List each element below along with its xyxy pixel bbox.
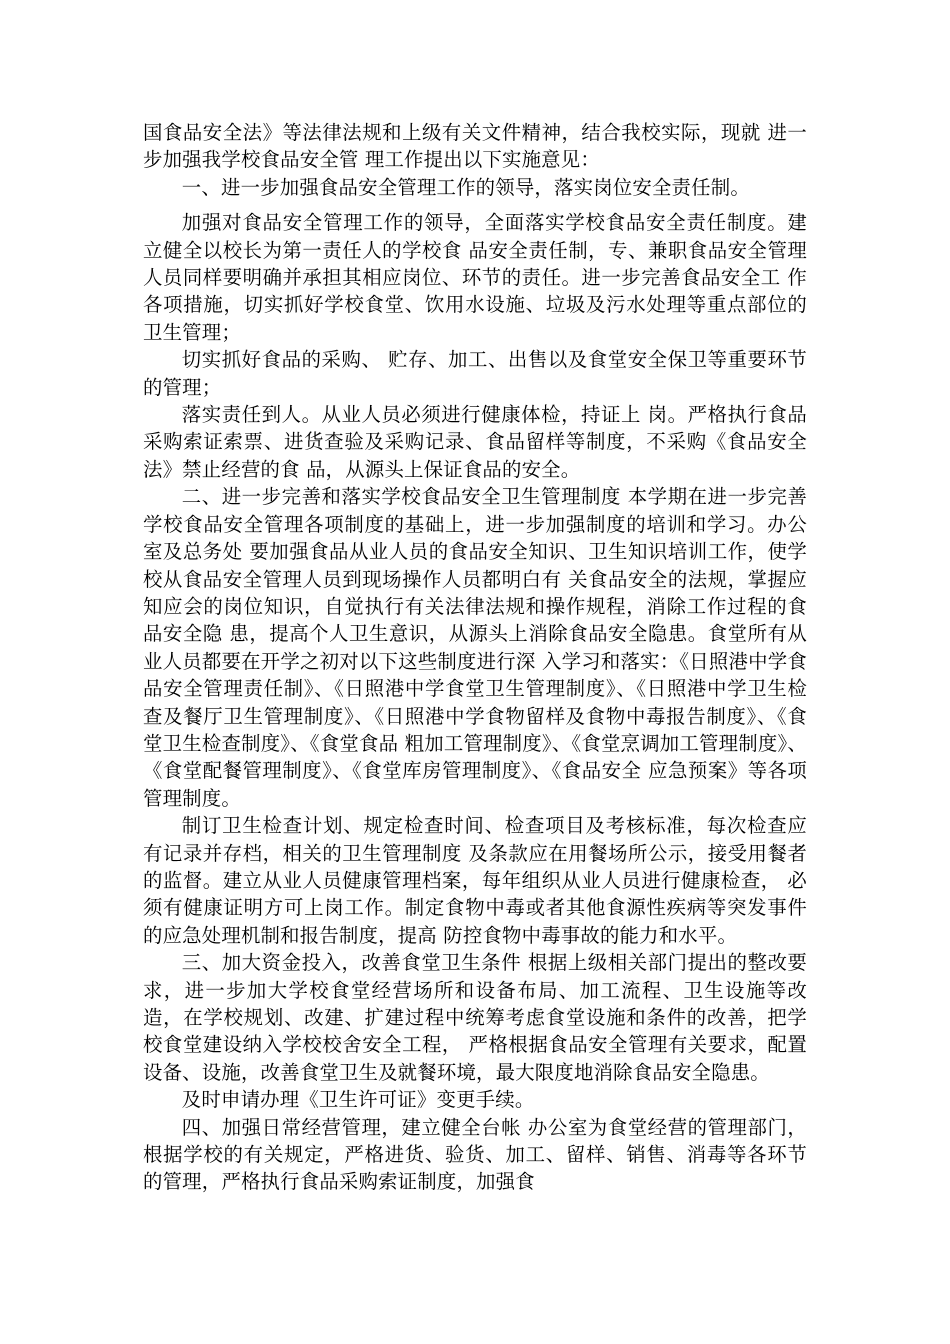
paragraph-responsibility: 落实责任到人。从业人员必须进行健康体检，持证上 岗。严格执行食品采购索证索票、进货查验及采购记录、食品留样等制度，不采购《食品安全法》禁止经营的食 品，从源头上保证食品的安全。 bbox=[143, 403, 807, 481]
section-heading-two: 二、进一步完善和落实学校食品安全卫生管理制度 本学期在进一步完善学校食品安全管理各项制度的基础上，进一步加强制度的培训和学习。办公室及总务处 要加强食品从业人员的食品安全知识、卫生知识培训工作，使学校从食品安全管理人员到现场操作人员都明白有 关食品安全的法规，掌握应知应会的岗位知识，自觉执行有关法律法规和操作规程，消除工作过程的食品安全隐 患，提高个人卫生意识，从源头上消除食品安全隐患。食堂所有从业人员都要在开学之初对以下这些制度进行深 入学习和落实：《日照港中学食品安全管理责任制》、《日照港中学食堂卫生管理制度》、《日照港中学卫生检 查及餐厅卫生管理制度》、《日照港中学食物留样及食物中毒报告制度》、《食堂卫生检查制度》、《食堂食品 粗加工管理制度》、《食堂烹调加工管理制度》、《食堂配餐管理制度》、《食堂库房管理制度》、《食品安全 应急预案》等各项管理制度。 bbox=[143, 485, 807, 810]
document-page bbox=[143, 119, 807, 1196]
section-heading-three: 三、加大资金投入，改善食堂卫生条件 根据上级相关部门提出的整改要求，进一步加大学校食堂经营场所和设备布局、加工流程、卫生设施等改 造，在学校规划、改建、扩建过程中统筹考虑食堂设施和条件的改善，把学校食堂建设纳入学校校舍安全工程， 严格根据食品安全管理有关要求，配置设备、设施，改善食堂卫生及就餐环境，最大限度地消除食品安全隐患。 bbox=[143, 951, 807, 1084]
paragraph-intro: 国食品安全法》等法律法规和上级有关文件精神，结合我校实际，现就 进一步加强我学校食品安全管 理工作提出以下实施意见： bbox=[143, 121, 807, 172]
section-heading-four: 四、加强日常经营管理，建立健全台帐 办公室为食堂经营的管理部门，根据学校的有关规定，严格进货、验货、加工、留样、销售、消毒等各环节 的管理，严格执行食品采购索证制度，加强食 bbox=[143, 1115, 807, 1194]
section-heading-one: 一、进一步加强食品安全管理工作的领导，落实岗位安全责任制。 bbox=[181, 175, 750, 199]
paragraph-leadership: 加强对食品安全管理工作的领导，全面落实学校食品安全责任制度。建立健全以校长为第一责任人的学校食 品安全责任制，专、兼职食品安全管理人员同样要明确并承担其相应岗位、环节的责任。进一步完善食品安全工 作各项措施，切实抓好学校食堂、饮用水设施、垃圾及污水处理等重点部位的卫生管理； bbox=[143, 211, 807, 344]
paragraph-inspection: 制订卫生检查计划、规定检查时间、检查项目及考核标准，每次检查应有记录并存档，相关的卫生管理制度 及条款应在用餐场所公示，接受用餐者的监督。建立从业人员健康管理档案，每年组织从业人员进行健康检查， 必须有健康证明方可上岗工作。制定食物中毒或者其他食源性疾病等突发事件的应急处理机制和报告制度，提高 防控食物中毒事故的能力和水平。 bbox=[143, 814, 807, 947]
paragraph-procurement: 切实抓好食品的采购、 贮存、加工、出售以及食堂安全保卫等重要环节的管理； bbox=[143, 348, 807, 399]
paragraph-license: 及时申请办理《卫生许可证》变更手续。 bbox=[181, 1088, 535, 1112]
